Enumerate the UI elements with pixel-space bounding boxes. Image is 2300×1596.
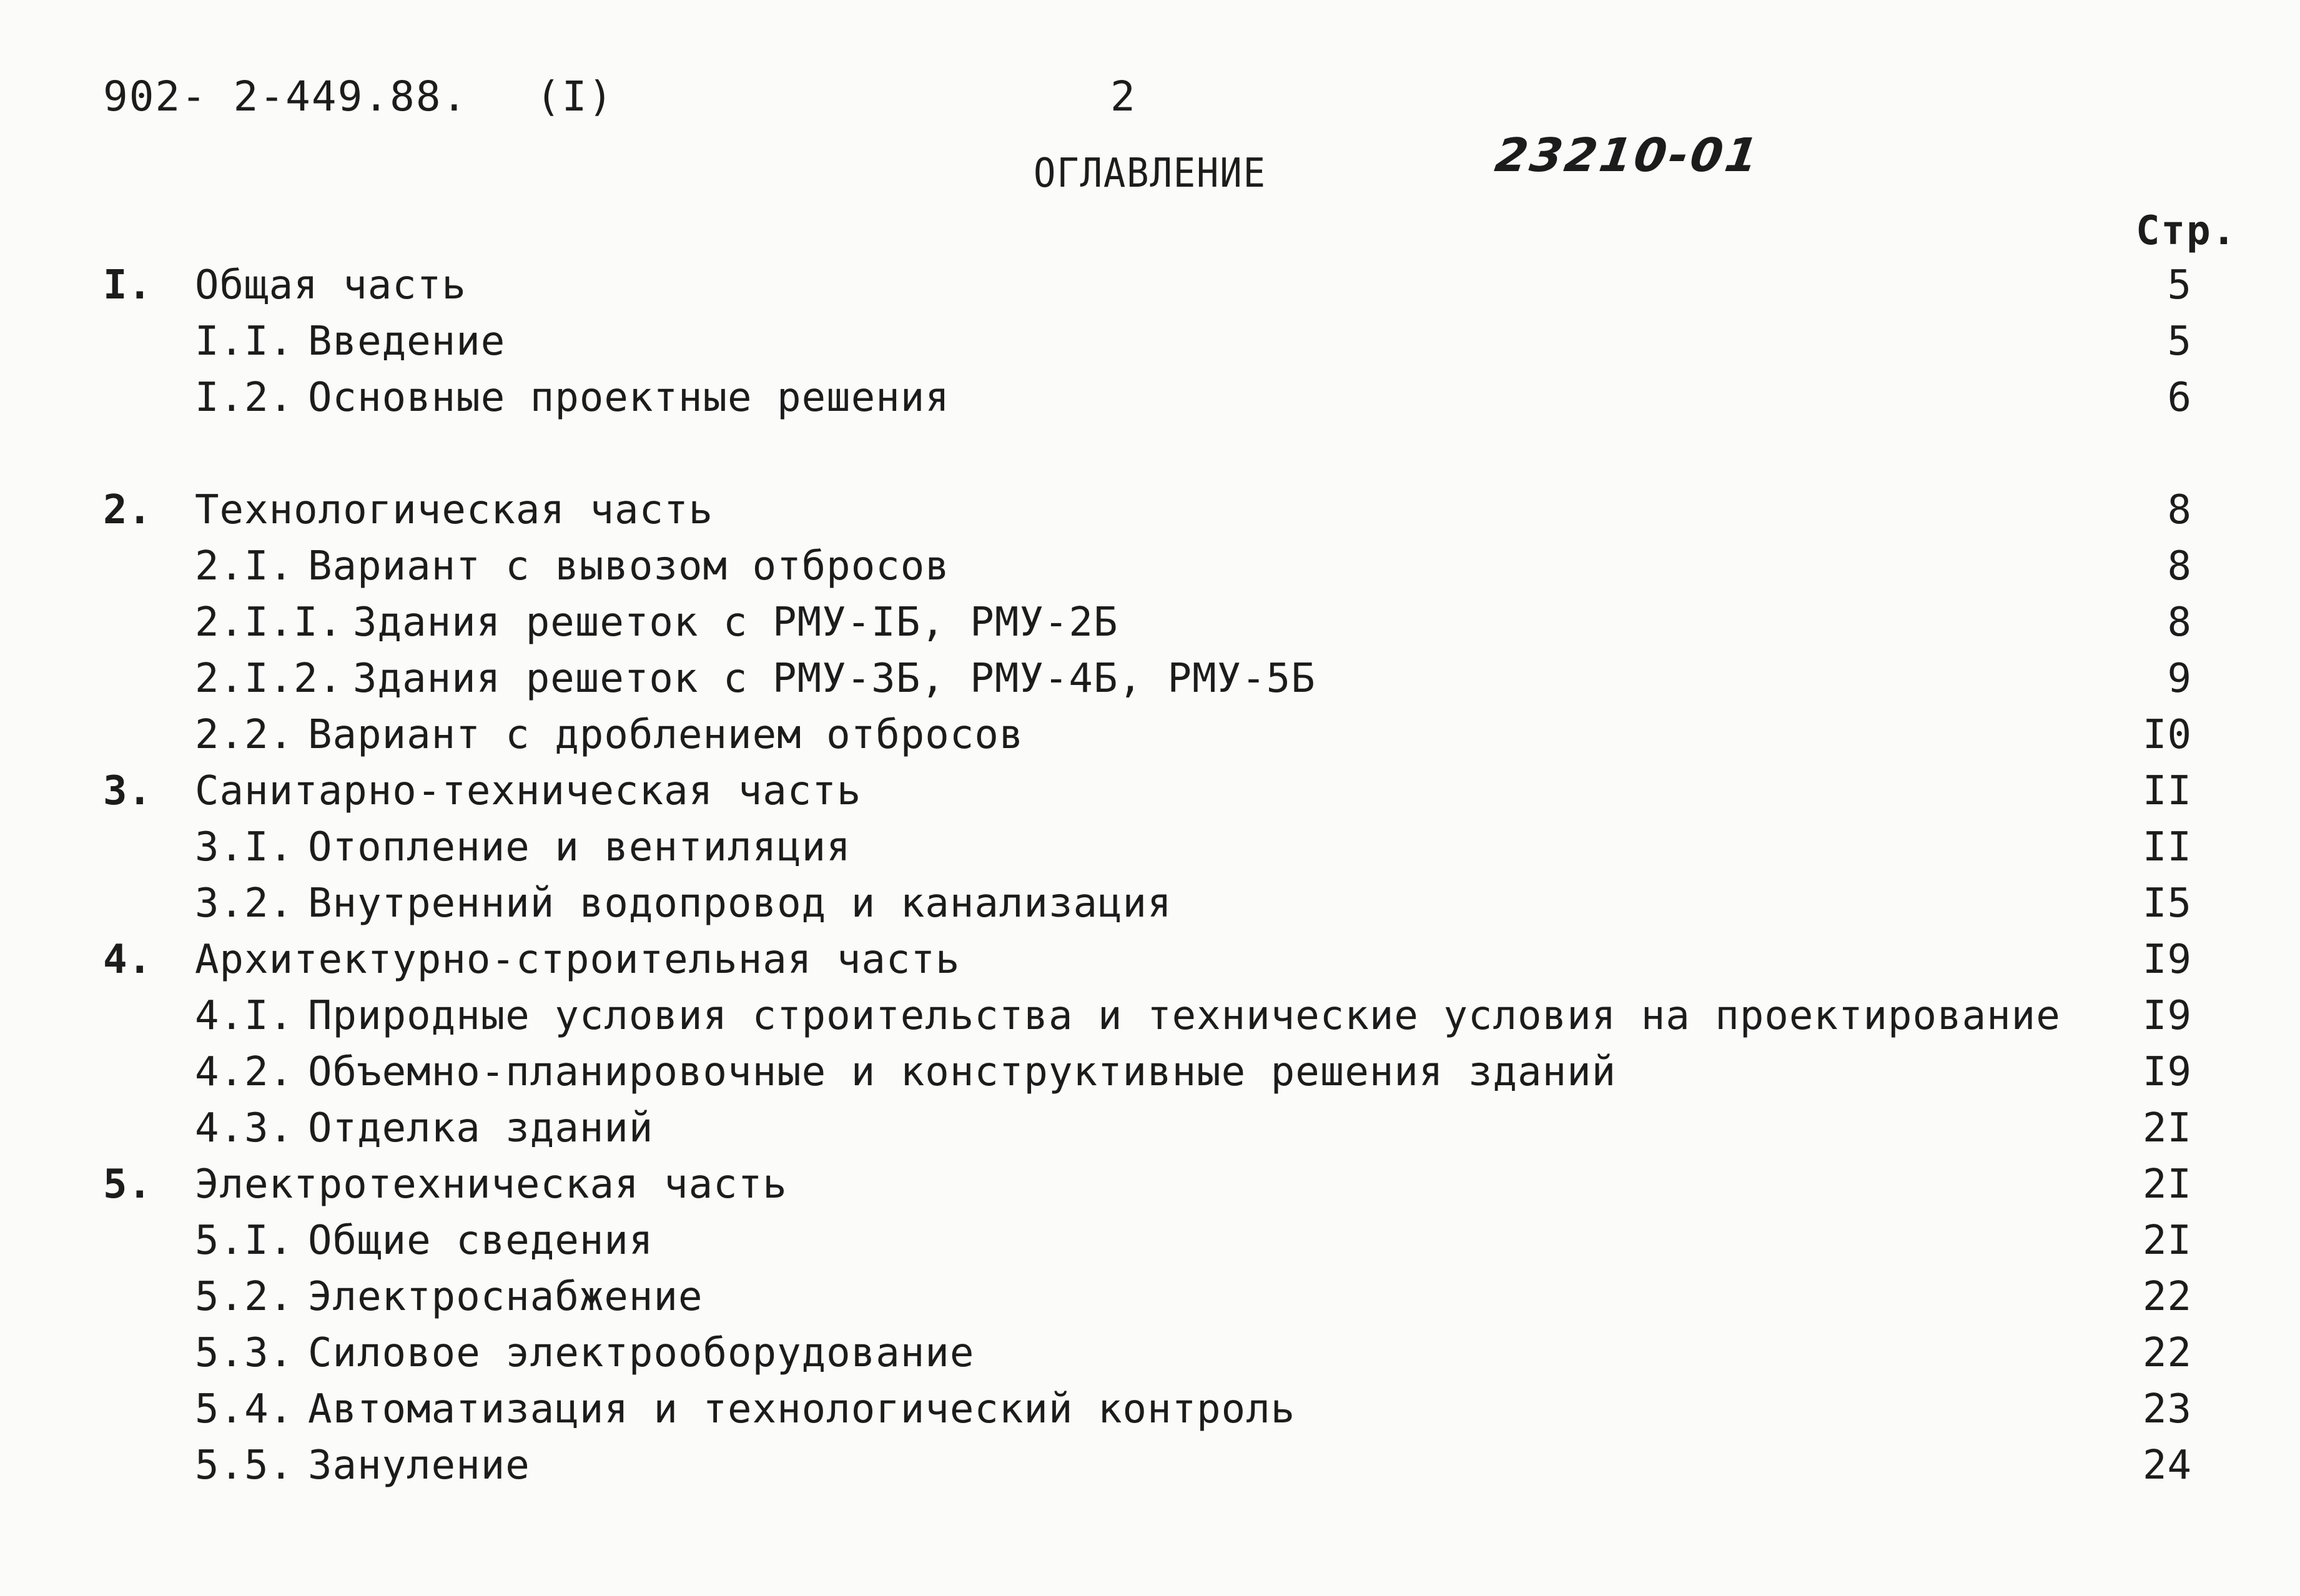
toc-entry-page: I5 <box>2142 880 2192 927</box>
toc-entry <box>0 651 2300 707</box>
toc-entry-title: Внутренний водопровод и канализация <box>308 880 1172 927</box>
toc-entry-number: I.I. <box>195 318 294 365</box>
toc-entry-page: I0 <box>2142 712 2192 758</box>
toc-entry-number: 2.I.2. <box>195 656 343 702</box>
toc-entry-page: 2I <box>2142 1218 2192 1264</box>
toc-entry-number: 5.I. <box>195 1218 294 1264</box>
page-number: 2 <box>1110 72 1137 121</box>
toc-entry-title: Силовое электрооборудование <box>308 1330 975 1376</box>
toc-entry-title: Природные условия строительства и технические условия на проектирование <box>308 993 2061 1039</box>
toc-entry <box>0 875 2300 932</box>
toc-entry-page: 8 <box>2167 543 2192 589</box>
toc-entry-title: Санитарно-техническая часть <box>195 768 862 814</box>
toc-entry-page: 6 <box>2167 375 2192 421</box>
toc-entry-title: Здания решеток с РМУ-3Б, РМУ-4Б, РМУ-5Б <box>353 656 1316 702</box>
toc-entry <box>0 932 2300 988</box>
document-part: (I) <box>536 72 614 121</box>
toc-entry-title: Отделка зданий <box>308 1105 654 1151</box>
toc-entry-page: 2I <box>2142 1161 2192 1208</box>
toc-entry-number: 5.5. <box>195 1442 294 1489</box>
toc-entry <box>0 1269 2300 1325</box>
toc-entry-number: 4. <box>103 937 153 983</box>
toc-entry-number: I. <box>103 262 153 308</box>
toc-entry <box>0 1437 2300 1494</box>
toc-entry-page: 5 <box>2167 318 2192 365</box>
toc-entry-title: Общая часть <box>195 262 466 308</box>
toc-entry-page: 24 <box>2142 1442 2192 1489</box>
toc-entry-page: II <box>2142 768 2192 814</box>
toc-entry-page: 9 <box>2167 656 2192 702</box>
toc-entry-number: 5. <box>103 1161 153 1208</box>
toc-entry <box>0 988 2300 1044</box>
toc-entry-title: Зануление <box>308 1442 530 1489</box>
toc-entry-page: 8 <box>2167 487 2192 533</box>
toc-entry-title: Архитектурно-строительная часть <box>195 937 960 983</box>
handwritten-stamp: 23210-01 <box>1491 129 1764 182</box>
page-column-heading: Стр. <box>2136 208 2238 254</box>
toc-entry-title: Вариант с вывозом отбросов <box>308 543 950 589</box>
toc-entry <box>0 1044 2300 1100</box>
toc-entry-title: Вариант с дроблением отбросов <box>308 712 1024 758</box>
toc-entry-number: 4.I. <box>195 993 294 1039</box>
toc-entry-title: Общие сведения <box>308 1218 654 1264</box>
toc-entry-title: Электроснабжение <box>308 1274 703 1320</box>
toc-entry-page: 22 <box>2142 1274 2192 1320</box>
toc-entry-number: 2.I. <box>195 543 294 589</box>
toc-entry <box>0 1156 2300 1213</box>
toc-entry-page: 23 <box>2142 1386 2192 1432</box>
toc-entry-page: 8 <box>2167 599 2192 646</box>
toc-entry <box>0 482 2300 538</box>
toc-entry <box>0 538 2300 594</box>
toc-entry <box>0 313 2300 370</box>
toc-entry-title: Основные проектные решения <box>308 375 950 421</box>
toc-entry-page: I9 <box>2142 1049 2192 1095</box>
toc-entry-title: Автоматизация и технологический контроль <box>308 1386 1296 1432</box>
toc-entry <box>0 1100 2300 1156</box>
toc-entry <box>0 1381 2300 1437</box>
toc-entry-number: 2. <box>103 487 153 533</box>
toc-entry-number: 5.2. <box>195 1274 294 1320</box>
toc-entry-number: 5.3. <box>195 1330 294 1376</box>
page-title: ОГЛАВЛЕНИЕ <box>1034 150 1266 197</box>
toc-entry <box>0 707 2300 763</box>
toc-entry-title: Технологическая часть <box>195 487 714 533</box>
toc-entry <box>0 1325 2300 1381</box>
toc-entry-page: 22 <box>2142 1330 2192 1376</box>
toc-entry-page: 2I <box>2142 1105 2192 1151</box>
toc-entry <box>0 819 2300 875</box>
toc-entry-page: II <box>2142 824 2192 870</box>
toc-entry-page: I9 <box>2142 937 2192 983</box>
toc-entry-number: 2.2. <box>195 712 294 758</box>
toc-entry-title: Электротехническая часть <box>195 1161 787 1208</box>
toc-entry-number: 3. <box>103 768 153 814</box>
toc-entry-title: Отопление и вентиляция <box>308 824 851 870</box>
toc-entry <box>0 370 2300 426</box>
toc-entry-number: 2.I.I. <box>195 599 343 646</box>
toc-entry-title: Объемно-планировочные и конструктивные решения зданий <box>308 1049 1617 1095</box>
toc-entry-title: Введение <box>308 318 506 365</box>
toc-entry-number: 4.3. <box>195 1105 294 1151</box>
toc-entry-number: 5.4. <box>195 1386 294 1432</box>
toc-entry-title: Здания решеток с РМУ-IБ, РМУ-2Б <box>353 599 1118 646</box>
toc-entry-number: 3.2. <box>195 880 294 927</box>
toc-entry <box>0 763 2300 819</box>
toc-entry-page: I9 <box>2142 993 2192 1039</box>
toc-entry <box>0 257 2300 313</box>
toc-entry <box>0 594 2300 651</box>
toc-entry-page: 5 <box>2167 262 2192 308</box>
toc-entry-number: 3.I. <box>195 824 294 870</box>
toc-entry-number: 4.2. <box>195 1049 294 1095</box>
document-code: 902- 2-449.88. <box>103 72 468 121</box>
toc-entry <box>0 1213 2300 1269</box>
toc-entry-number: I.2. <box>195 375 294 421</box>
